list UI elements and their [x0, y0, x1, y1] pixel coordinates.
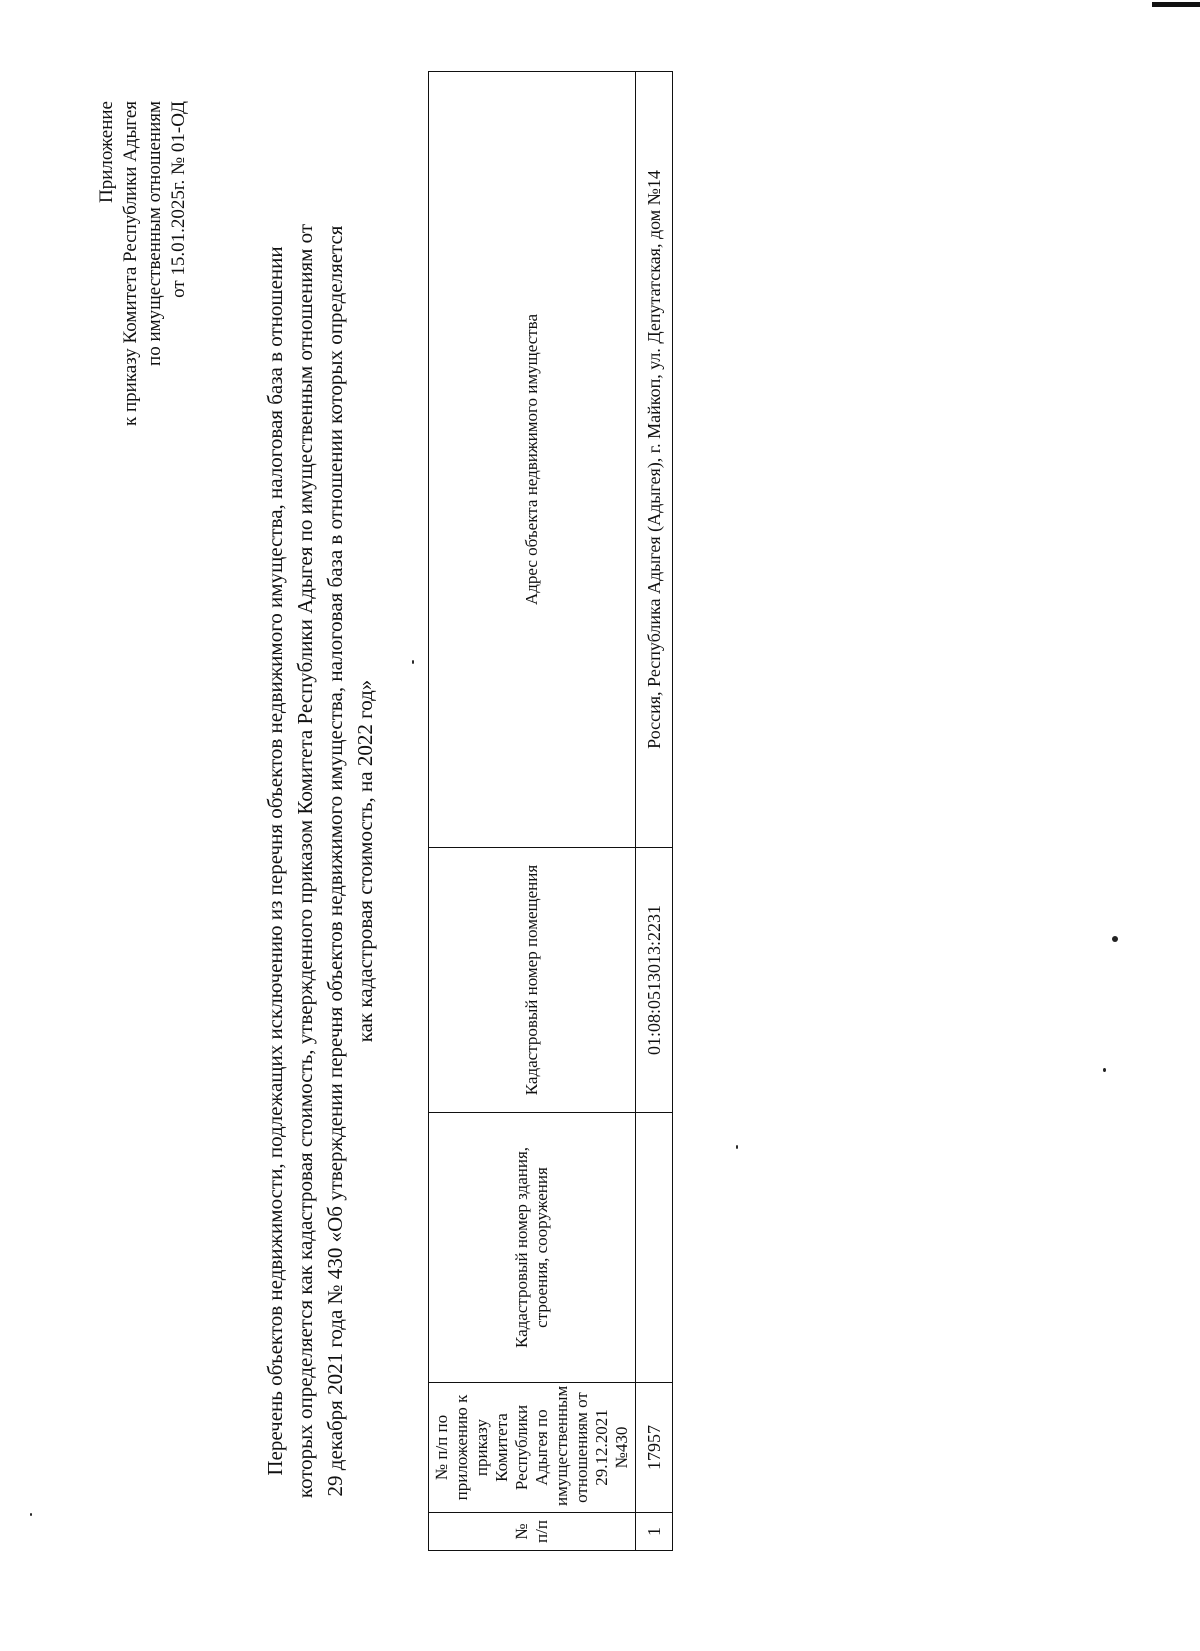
header-cell-appendix-number: № п/п по приложению к приказу Комитета Республики Адыгея по имущественным отношениям от 29.12.2021 №430 — [429, 1383, 636, 1513]
appendix-line: по имущественным отношениям — [144, 101, 165, 366]
cell-number: 1 — [636, 1513, 673, 1551]
table-row — [636, 72, 673, 1551]
property-table — [428, 71, 673, 1551]
header-cell-premises-cadastral: Кадастровый номер помещения — [429, 848, 636, 1113]
document-title: Перечень объектов недвижимости, подлежащих исключению из перечня объектов недвижимого имущества, налоговая база в отношении которых определяется как кадастровая стоимость, утвержденного приказом Комитета Республики Адыгея по имущественным отношениям от 29 декабря 2021 года № 430 «Об утверждении перечня объектов недвижимого имущества, налоговая база в отношении которых определяется как кадастровая стоимость, на 2022 год» — [263, 223, 377, 1499]
appendix-block — [95, 101, 191, 661]
cell-appendix-number: 17957 — [636, 1383, 673, 1513]
appendix-line: к приказу Комитета Республики Адыгея — [120, 101, 141, 426]
table-header-row — [429, 72, 636, 1551]
cell-building-cadastral — [636, 1113, 673, 1383]
appendix-line: от 15.01.2025г. № 01-ОД — [168, 101, 189, 298]
header-cell-building-cadastral: Кадастровый номер здания, строения, сооружения — [429, 1113, 636, 1383]
header-cell-number: № п/п — [429, 1513, 636, 1551]
cell-premises-cadastral: 01:08:0513013:2231 — [636, 848, 673, 1113]
appendix-line: Приложение — [96, 101, 117, 203]
cell-address: Россия, Республика Адыгея (Адыгея), г. Майкоп, ул. Депутатская, дом №14 — [636, 72, 673, 848]
header-cell-address: Адрес объекта недвижимого имущества — [429, 72, 636, 848]
